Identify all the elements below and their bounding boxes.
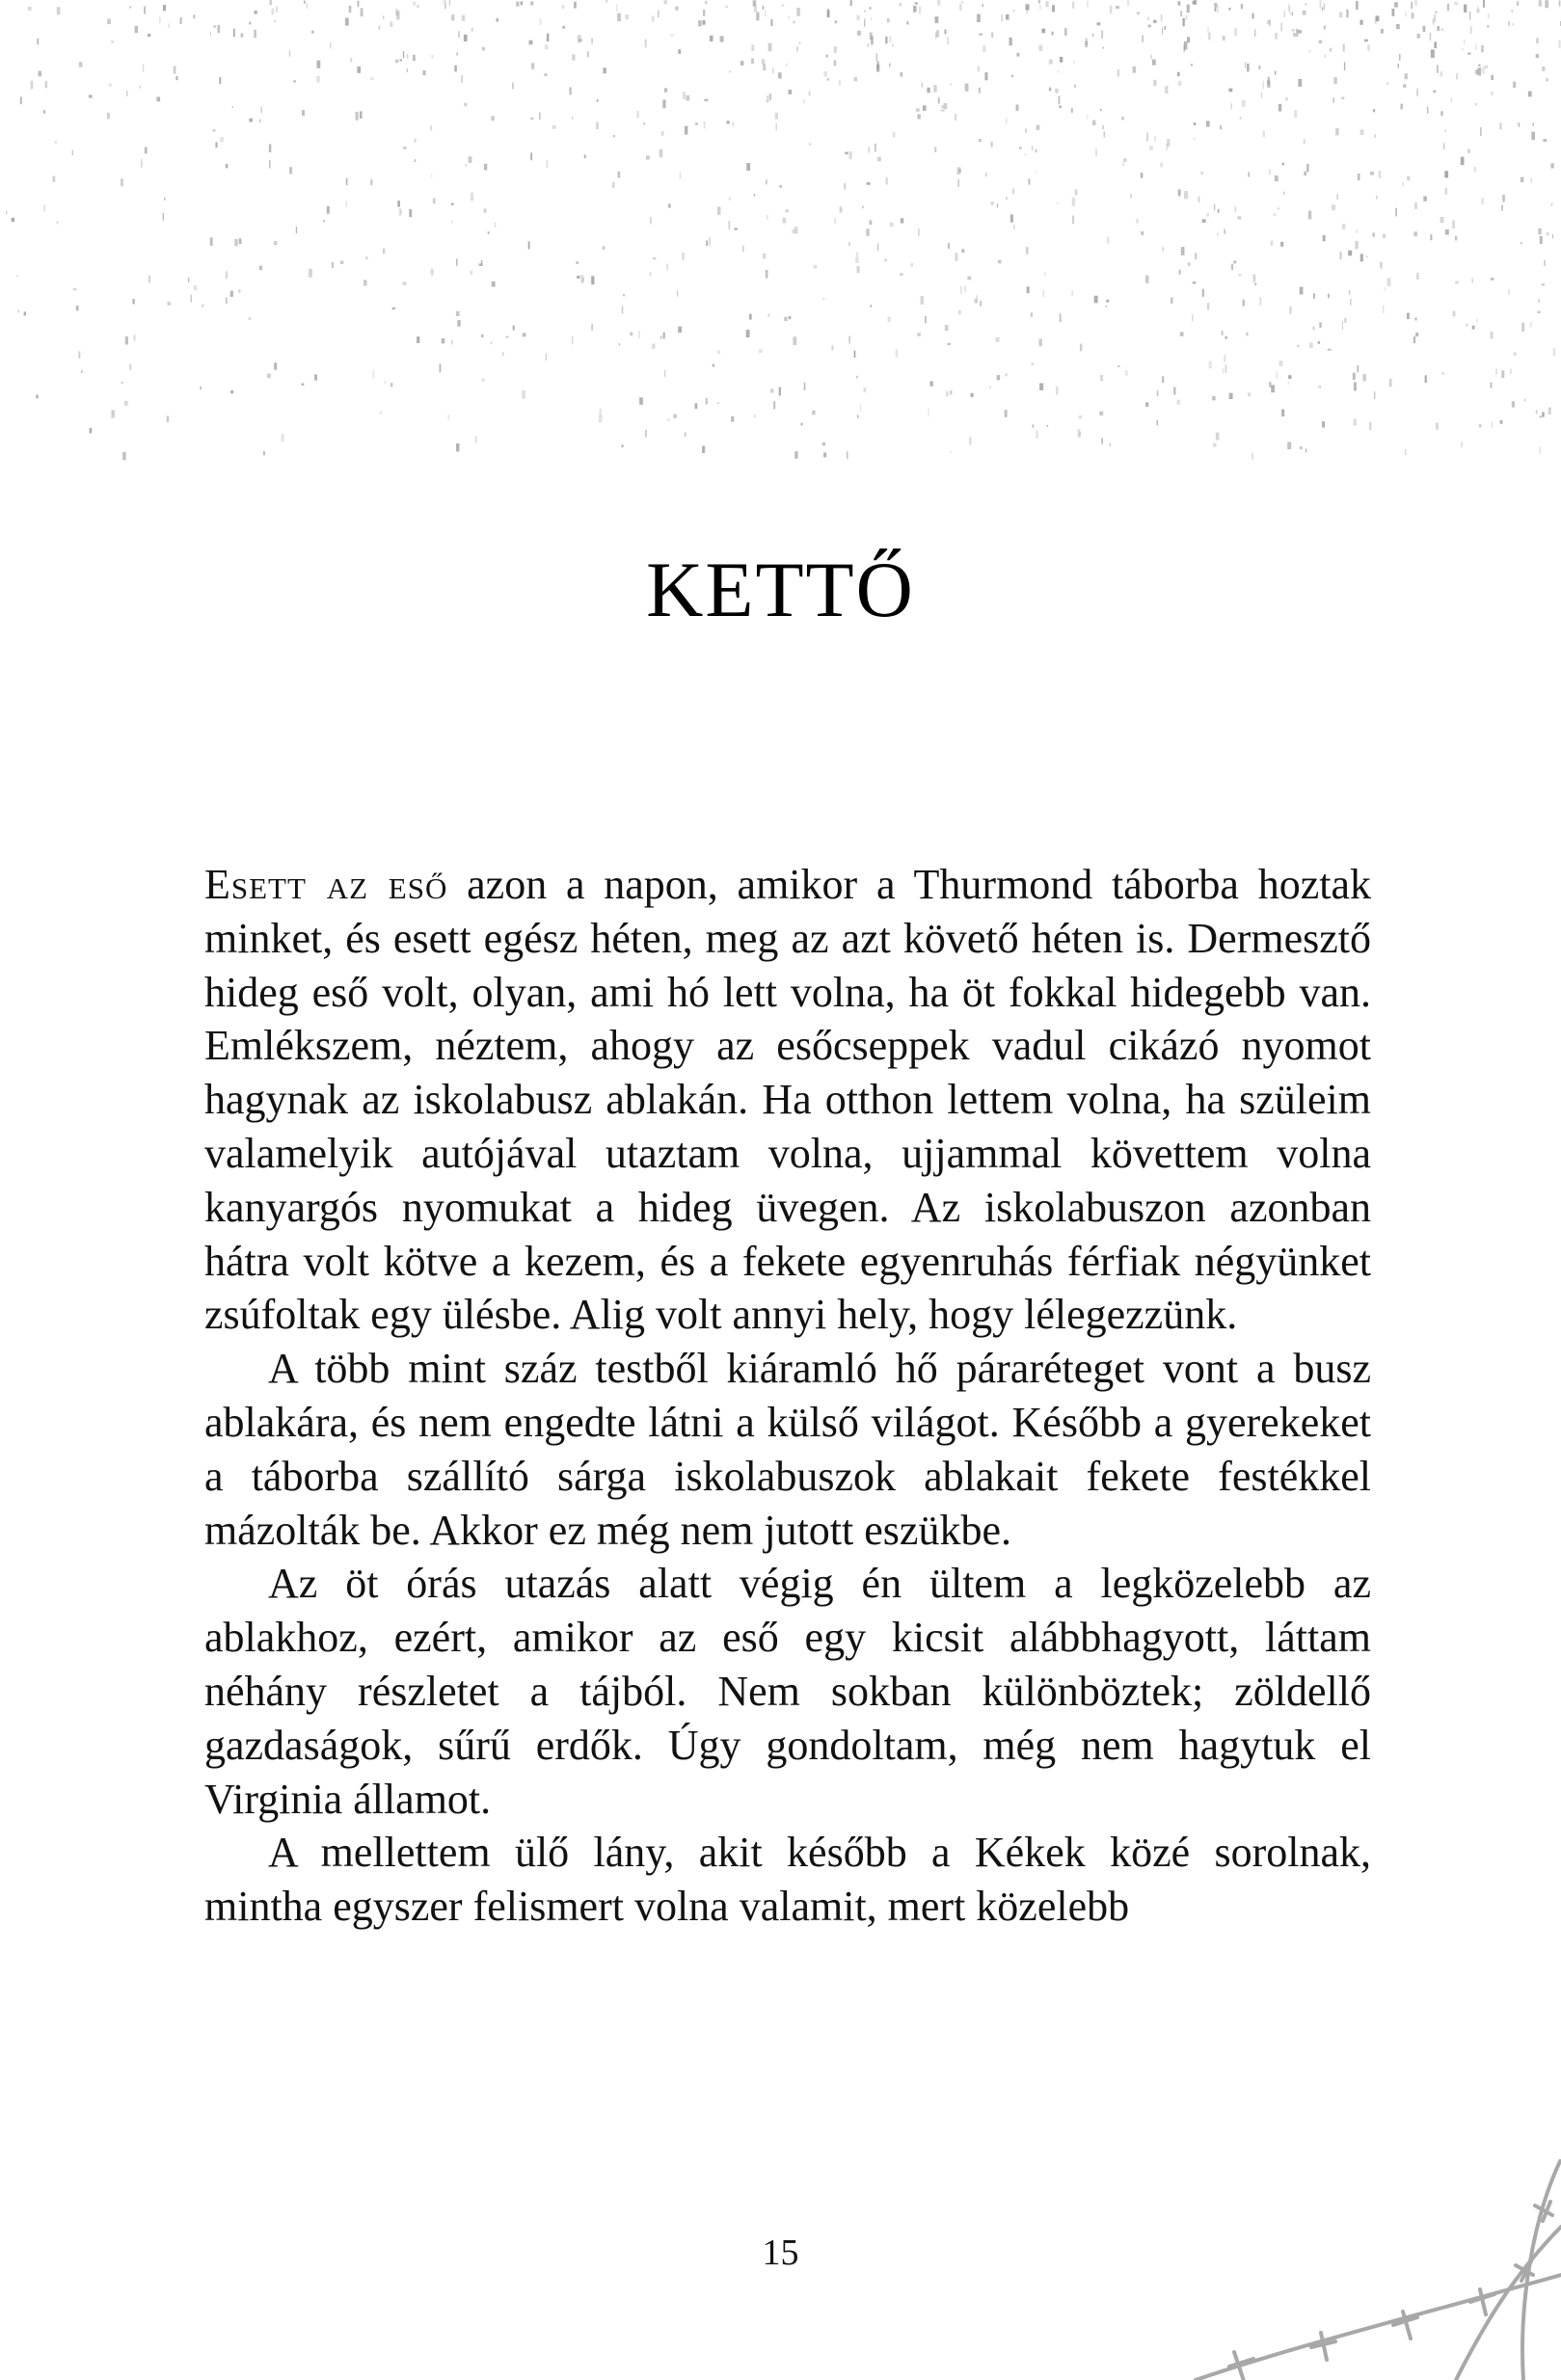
chapter-title: KETTŐ xyxy=(646,546,915,633)
paragraph: A mellettem ülő lány, akit később a Kékek közé sorolnak, mintha egyszer felismert volna valamit, mert közelebb xyxy=(204,1829,1371,1931)
chapter-body xyxy=(204,858,1371,1934)
paragraph: A több mint száz testből kiáramló hő páraréteget vont a busz ablakára, és nem engedte látni a külső világot. Később a gyerekeket a táborba szállító sárga iskolabuszok ablakait fekete festékkel mázolták be. Akkor ez még nem jutott eszükbe. xyxy=(204,1345,1371,1554)
paragraph: Az öt órás utazás alatt végig én ültem a legközelebb az ablakhoz, ezért, amikor az eső egy kicsit alábbhagyott, láttam néhány részletet a tájból. Nem sokban különböztek; zöldellő gazdaságok, sűrű erdők. Úgy gondoltam, még nem hagytuk el Virginia államot. xyxy=(204,1560,1371,1823)
paragraph xyxy=(204,858,1371,1342)
paragraph-text: azon a napon, amikor a Thurmond táborba hoztak minket, és esett egész héten, meg az azt követő héten is. Dermesztő hideg eső volt, olyan, ami hó lett volna, ha öt fokkal hidegebb van. Emlékszem, néztem, ahogy az esőcseppek vadul cikázó nyomot hagynak az iskolabusz ablakán. Ha otthon lettem volna, ha szüleim valamelyik autójával utaztam volna, ujjammal követtem volna kanyargós nyomukat a hideg üvegen. Az iskolabuszon azonban hátra volt kötve a kezem, és a fekete egyenruhás férfiak négyünket zsúfoltak egy ülésbe. Alig volt annyi hely, hogy lélegezzünk. xyxy=(204,861,1371,1339)
page-number: 15 xyxy=(762,2233,799,2273)
grunge-texture-decoration xyxy=(0,0,1561,540)
paragraph-lead-small-caps: Esett az eső xyxy=(204,861,448,908)
